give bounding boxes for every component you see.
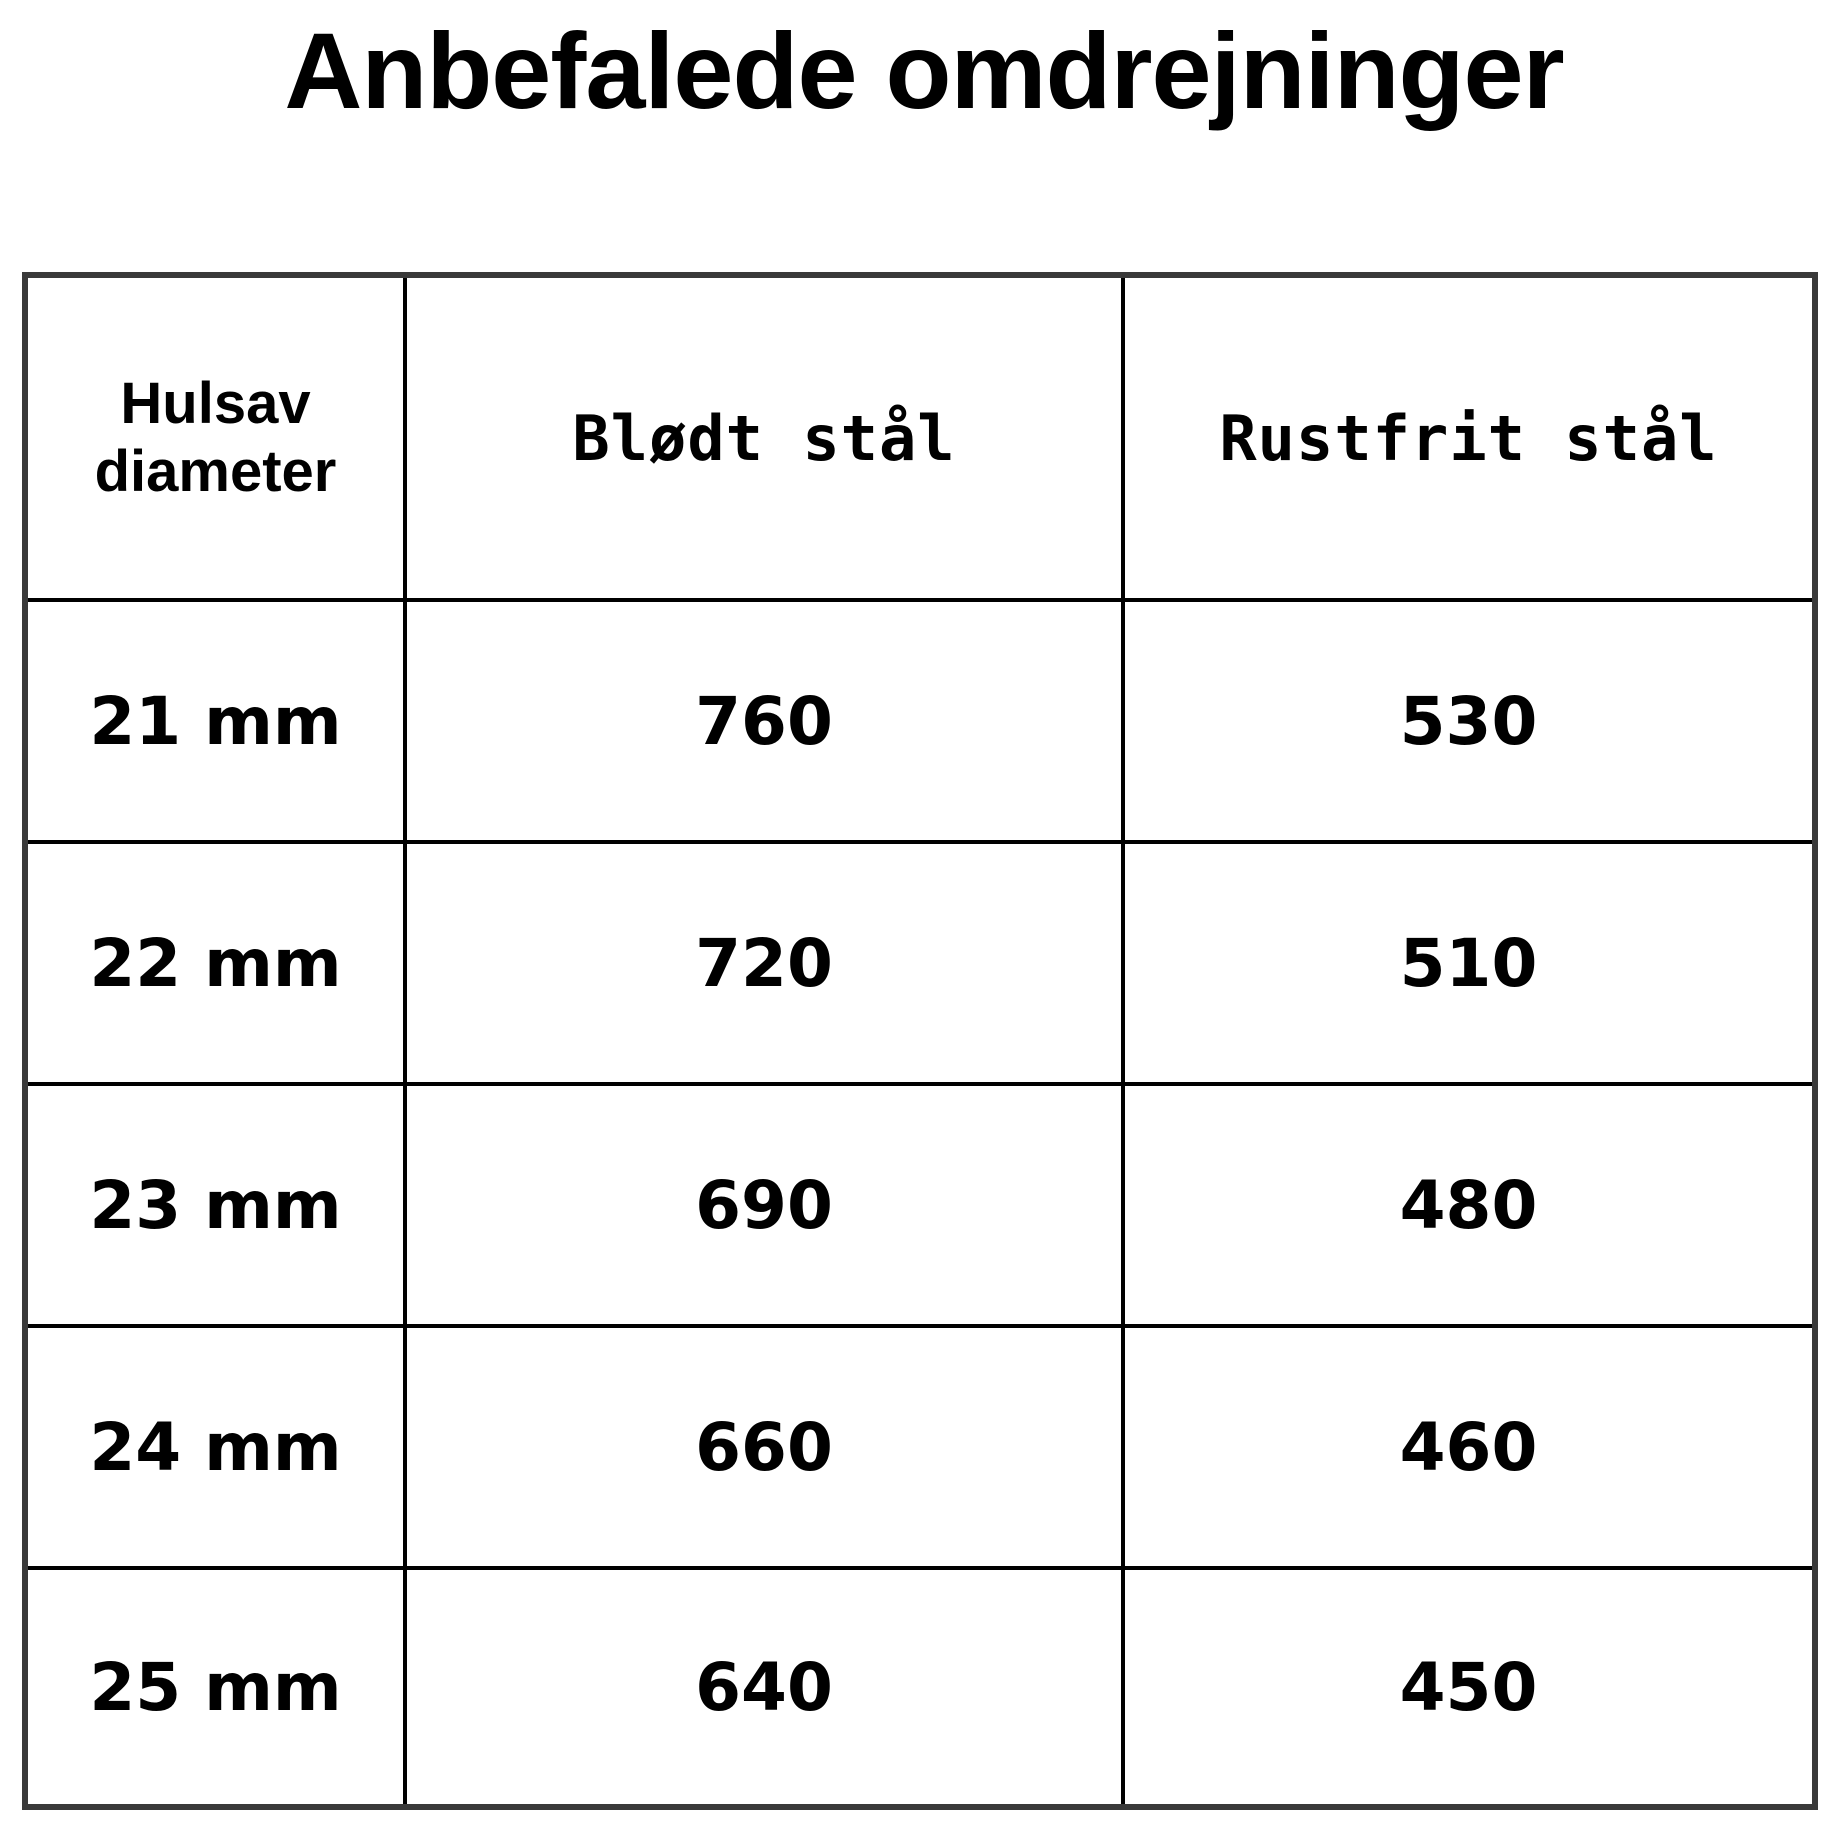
table-row xyxy=(25,1326,1815,1568)
page-title: Anbefalede omdrejninger xyxy=(284,10,1564,131)
cell-stainless-steel-rpm: 480 xyxy=(1123,1084,1815,1326)
table-row xyxy=(25,1084,1815,1326)
table-row xyxy=(25,1568,1815,1807)
cell-stainless-steel-rpm: 530 xyxy=(1123,600,1815,842)
cell-stainless-steel-rpm: 510 xyxy=(1123,842,1815,1084)
cell-mild-steel-rpm: 640 xyxy=(405,1568,1123,1807)
table-body xyxy=(25,600,1815,1807)
cell-diameter: 25 mm xyxy=(25,1568,405,1807)
table-header-row xyxy=(25,275,1815,600)
cell-stainless-steel-rpm: 450 xyxy=(1123,1568,1815,1807)
cell-diameter: 21 mm xyxy=(25,600,405,842)
cell-diameter: 23 mm xyxy=(25,1084,405,1326)
table-row xyxy=(25,842,1815,1084)
cell-diameter: 24 mm xyxy=(25,1326,405,1568)
cell-mild-steel-rpm: 660 xyxy=(405,1326,1123,1568)
recommended-speeds-table xyxy=(22,272,1818,1810)
column-header-stainless-steel: Rustfrit stål xyxy=(1123,275,1815,600)
cell-mild-steel-rpm: 720 xyxy=(405,842,1123,1084)
cell-mild-steel-rpm: 760 xyxy=(405,600,1123,842)
column-header-line-1: Hulsav xyxy=(120,370,311,436)
column-header-mild-steel: Blødt stål xyxy=(405,275,1123,600)
column-header-line-2: diameter xyxy=(94,439,337,504)
column-header-hole-saw-diameter xyxy=(25,275,405,600)
cell-mild-steel-rpm: 690 xyxy=(405,1084,1123,1326)
cell-stainless-steel-rpm: 460 xyxy=(1123,1326,1815,1568)
table-header xyxy=(25,275,1815,600)
cell-diameter: 22 mm xyxy=(25,842,405,1084)
table-container xyxy=(22,272,1812,1810)
table-row xyxy=(25,600,1815,842)
